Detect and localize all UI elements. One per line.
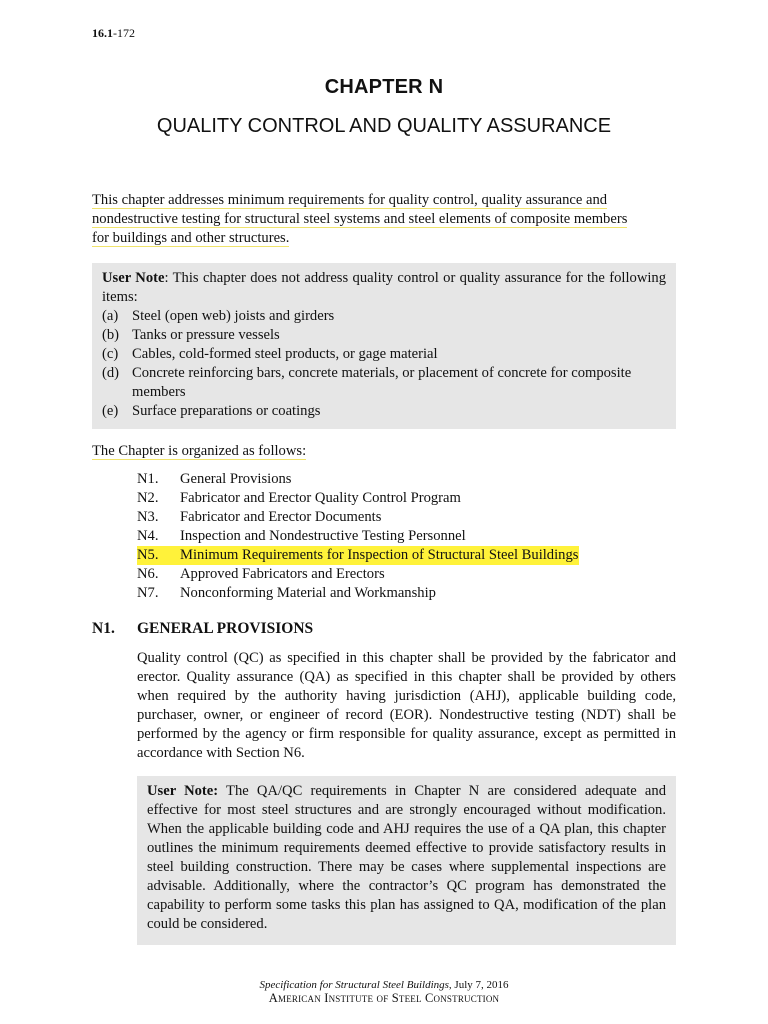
footer-date: July 7, 2016	[451, 979, 509, 991]
chapter-subtitle: QUALITY CONTROL AND QUALITY ASSURANCE	[156, 115, 612, 137]
section-list-item	[137, 584, 579, 603]
list-item-text: Surface preparations or coatings	[132, 403, 321, 419]
section-list-item	[137, 489, 579, 508]
list-item-label: (e)	[102, 403, 119, 419]
chapter-title: CHAPTER N	[324, 76, 444, 98]
section-list-item	[137, 527, 579, 546]
organization-intro	[92, 442, 306, 461]
footer-spec-title: Specification for Structural Steel Buildings,	[259, 979, 452, 991]
user-note-box	[137, 776, 676, 945]
section-heading-title: GENERAL PROVISIONS	[137, 620, 314, 637]
user-note-label: User Note:	[147, 783, 219, 799]
organization-intro-text: The Chapter is organized as follows:	[92, 443, 307, 459]
section-title: Fabricator and Erector Quality Control Program	[180, 490, 461, 506]
section-list-item	[137, 565, 579, 584]
section-number: N1.	[137, 471, 159, 487]
section-list-item-highlighted	[137, 546, 579, 565]
list-item	[102, 364, 666, 402]
page-footer	[0, 979, 768, 1005]
intro-line: for buildings and other structures.	[92, 230, 290, 246]
section-title: Nonconforming Material and Workmanship	[180, 585, 436, 601]
user-note-text: The QA/QC requirements in Chapter N are considered adequate and effective for most steel structures and are strongly encouraged without modification. When the applicable building code and AHJ requires the use of a QA plan, this chapter outlines the minimum requirements deemed effective to provide satisfactory results in steel building construction. There may be cases where supplemental inspections are advisable. Additionally, where the contractor’s QC program has demonstrated the capability to perform some tasks this plan has assigned to QA, modification of the plan could be considered.	[147, 783, 666, 932]
list-item-text: Cables, cold-formed steel products, or gage material	[132, 346, 438, 362]
list-item	[102, 402, 666, 421]
list-item	[102, 345, 666, 364]
section-number: N7.	[137, 585, 159, 601]
section-number: N6.	[137, 566, 159, 582]
section-title: Minimum Requirements for Inspection of Structural Steel Buildings	[180, 547, 579, 563]
page-number	[92, 26, 135, 41]
section-number: N4.	[137, 528, 159, 544]
user-note-lead	[102, 269, 666, 307]
section-list-item	[137, 470, 579, 489]
list-item	[102, 307, 666, 326]
intro-paragraph	[92, 191, 675, 248]
intro-line: nondestructive testing for structural steel systems and steel elements of composite members	[92, 211, 628, 227]
section-title: Inspection and Nondestructive Testing Personnel	[180, 528, 466, 544]
section-list-item	[137, 508, 579, 527]
list-item-label: (c)	[102, 346, 119, 362]
general-provisions-paragraph: Quality control (QC) as specified in this chapter shall be provided by the fabricator and erector. Quality assurance (QA) as specified in this chapter shall be provided by others when required by the authority having jurisdiction (AHJ), applicable building code, purchaser, owner, or engineer of record (EOR). Nondestructive testing (NDT) shall be performed by the agency or firm responsible for quality assurance, except as permitted in accordance with Section N6.	[137, 650, 676, 761]
list-item-label: (b)	[102, 327, 120, 343]
list-item-text: Tanks or pressure vessels	[132, 327, 280, 343]
intro-line: This chapter addresses minimum requirements for quality control, quality assurance and	[92, 192, 608, 208]
section-heading-number: N1.	[92, 620, 115, 637]
user-note-box	[92, 263, 676, 429]
list-item-label: (a)	[102, 308, 119, 324]
list-item	[102, 326, 666, 345]
list-item-label: (d)	[102, 365, 120, 381]
user-note-label: User Note	[102, 270, 165, 286]
list-item-text: Steel (open web) joists and girders	[132, 308, 335, 324]
list-item-text: Concrete reinforcing bars, concrete materials, or placement of concrete for composite members	[132, 365, 632, 400]
footer-organization: American Institute of Steel Construction	[268, 991, 500, 1005]
section-number: N5.	[137, 547, 159, 563]
user-note-text: : This chapter does not address quality control or quality assurance for the following items:	[102, 270, 667, 305]
section-list	[137, 470, 579, 603]
page-number-suffix: -172	[113, 26, 135, 40]
page-number-prefix: 16.1	[92, 26, 113, 40]
section-number: N2.	[137, 490, 159, 506]
section-number: N3.	[137, 509, 159, 525]
section-title: Fabricator and Erector Documents	[180, 509, 382, 525]
user-note-list	[102, 307, 666, 421]
section-heading	[92, 620, 313, 638]
section-title: General Provisions	[180, 471, 292, 487]
section-title: Approved Fabricators and Erectors	[180, 566, 385, 582]
